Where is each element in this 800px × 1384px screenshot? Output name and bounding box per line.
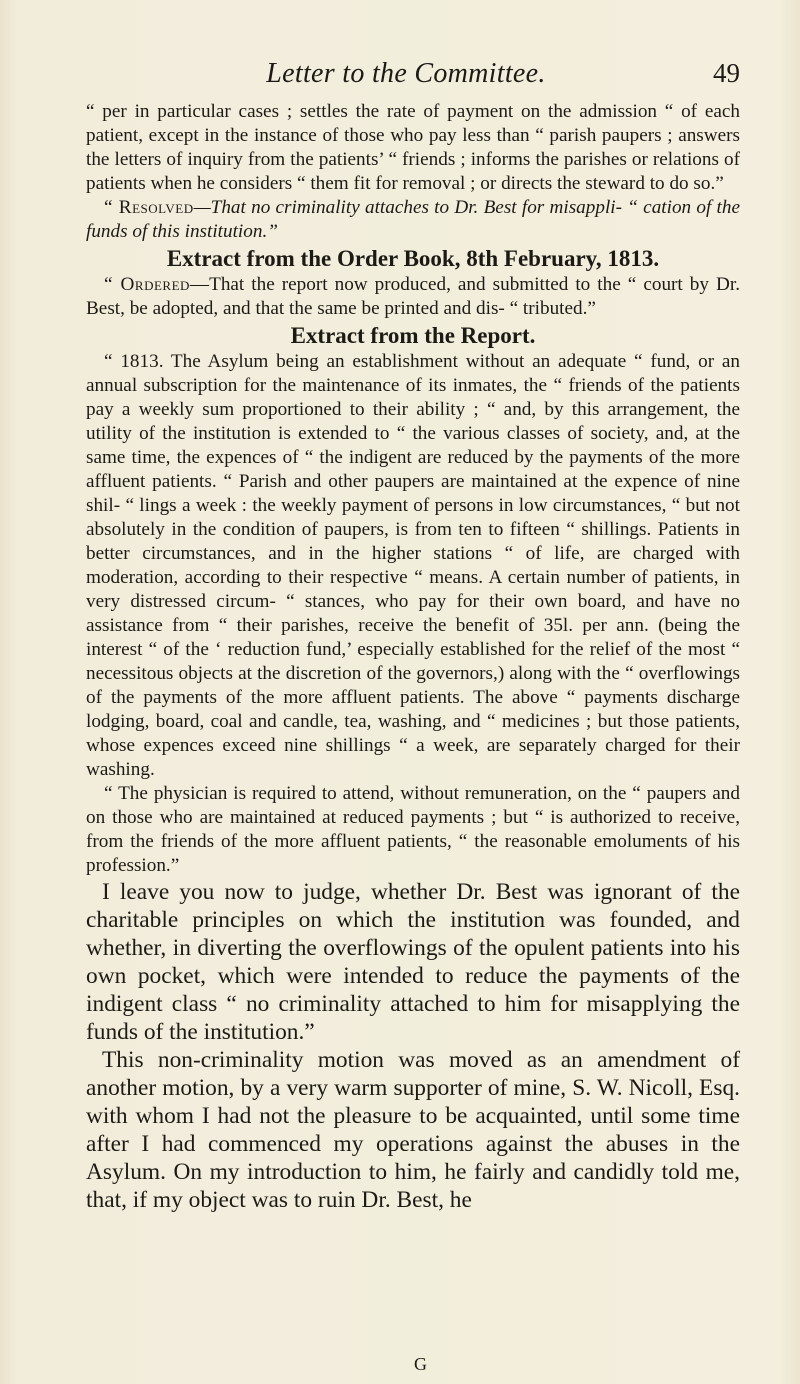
quote-paragraph-2 [86, 196, 740, 244]
ordered-text: —That the report now produced, and submitted to the “ court by Dr. Best, be adopted, and that the same be printed and dis- “ tributed.” [86, 274, 740, 319]
quote-paragraph-5: “ The physician is required to attend, without remuneration, on the “ paupers and on those who are maintained at reduced payments ; but “ is authorized to receive, from the friends of the more affluent patients, “ the reasonable emoluments of his profession.” [86, 783, 740, 876]
commentary-paragraph-1: I leave you now to judge, whether Dr. Best was ignorant of the charitable principles on which the institution was founded, and whether, in diverting the overflowings of the opulent patients into his own pocket, which were intended to reduce the payments of the indigent class “ no criminality attached to him for misapplying the funds of the institution.” [86, 879, 740, 1045]
quote-paragraph-3 [86, 273, 740, 321]
page-header [72, 58, 740, 98]
quote-paragraph-4: “ 1813. The Asylum being an establishment without an adequate “ fund, or an annual subscription for the maintenance of its inmates, the “ friends of the patients pay a weekly sum proportioned to their ability ; “ and, by this arrangement, the utility of the institution is extended to “ the various classes of society, and, at the same time, the expences of “ the indigent are reduced by the payments of the more affluent patients. “ Parish and other paupers are maintained at the expence of nine shil- “ lings a week : the weekly payment of persons in low circumstances, “ but not absolutely in the condition of paupers, is from ten to fifteen “ shillings. Patients in better circumstances, and in the higher stations “ of life, are charged with moderation, according to their respective “ means. A certain number of patients, in very distressed circum- “ stances, who pay for their own board, and have no assistance from “ their parishes, receive the benefit of 35l. per ann. (being the interest “ of the ‘ reduction fund,’ especially established for the relief of the most “ necessitous objects at the discretion of the governors,) along with the “ overflowings of the payments of the more affluent patients. The above “ payments discharge lodging, board, coal and candle, tea, washing, and “ medicines ; but those patients, whose expences exceed nine shillings “ a week, are separately charged for their washing. [86, 351, 740, 780]
body-text [86, 100, 740, 1214]
quote-paragraph-1: “ per in particular cases ; settles the rate of payment on the admission “ of each patient, except in the instance of those who pay less than “ parish paupers ; answers the letters of inquiry from the patients’ “ friends ; informs the parishes or relations of patients when he considers “ them fit for removal ; or directs the steward to do so.” [86, 101, 740, 194]
running-title: Letter to the Committee. [266, 58, 546, 89]
commentary-paragraph-2: This non-criminality motion was moved as an amendment of another motion, by a very warm supporter of mine, S. W. Nicoll, Esq. with whom I had not the pleasure to be acquainted, until some time after I had commenced my operations against the abuses in the Asylum. On my introduction to him, he fairly and candidly told me, that, if my object was to ruin Dr. Best, he [86, 1047, 740, 1213]
report-heading: Extract from the Report. [290, 323, 536, 348]
resolved-text: —That no criminality attaches to Dr. Best for misappli- “ cation of the funds of this institution.” [86, 197, 740, 242]
resolved-label: “ Resolved [104, 197, 194, 218]
ordered-label: “ Ordered [104, 274, 190, 295]
signature-mark: G [414, 1354, 427, 1374]
order-book-heading: Extract from the Order Book, 8th February, 1813. [166, 246, 660, 271]
page-number: 49 [713, 58, 740, 88]
